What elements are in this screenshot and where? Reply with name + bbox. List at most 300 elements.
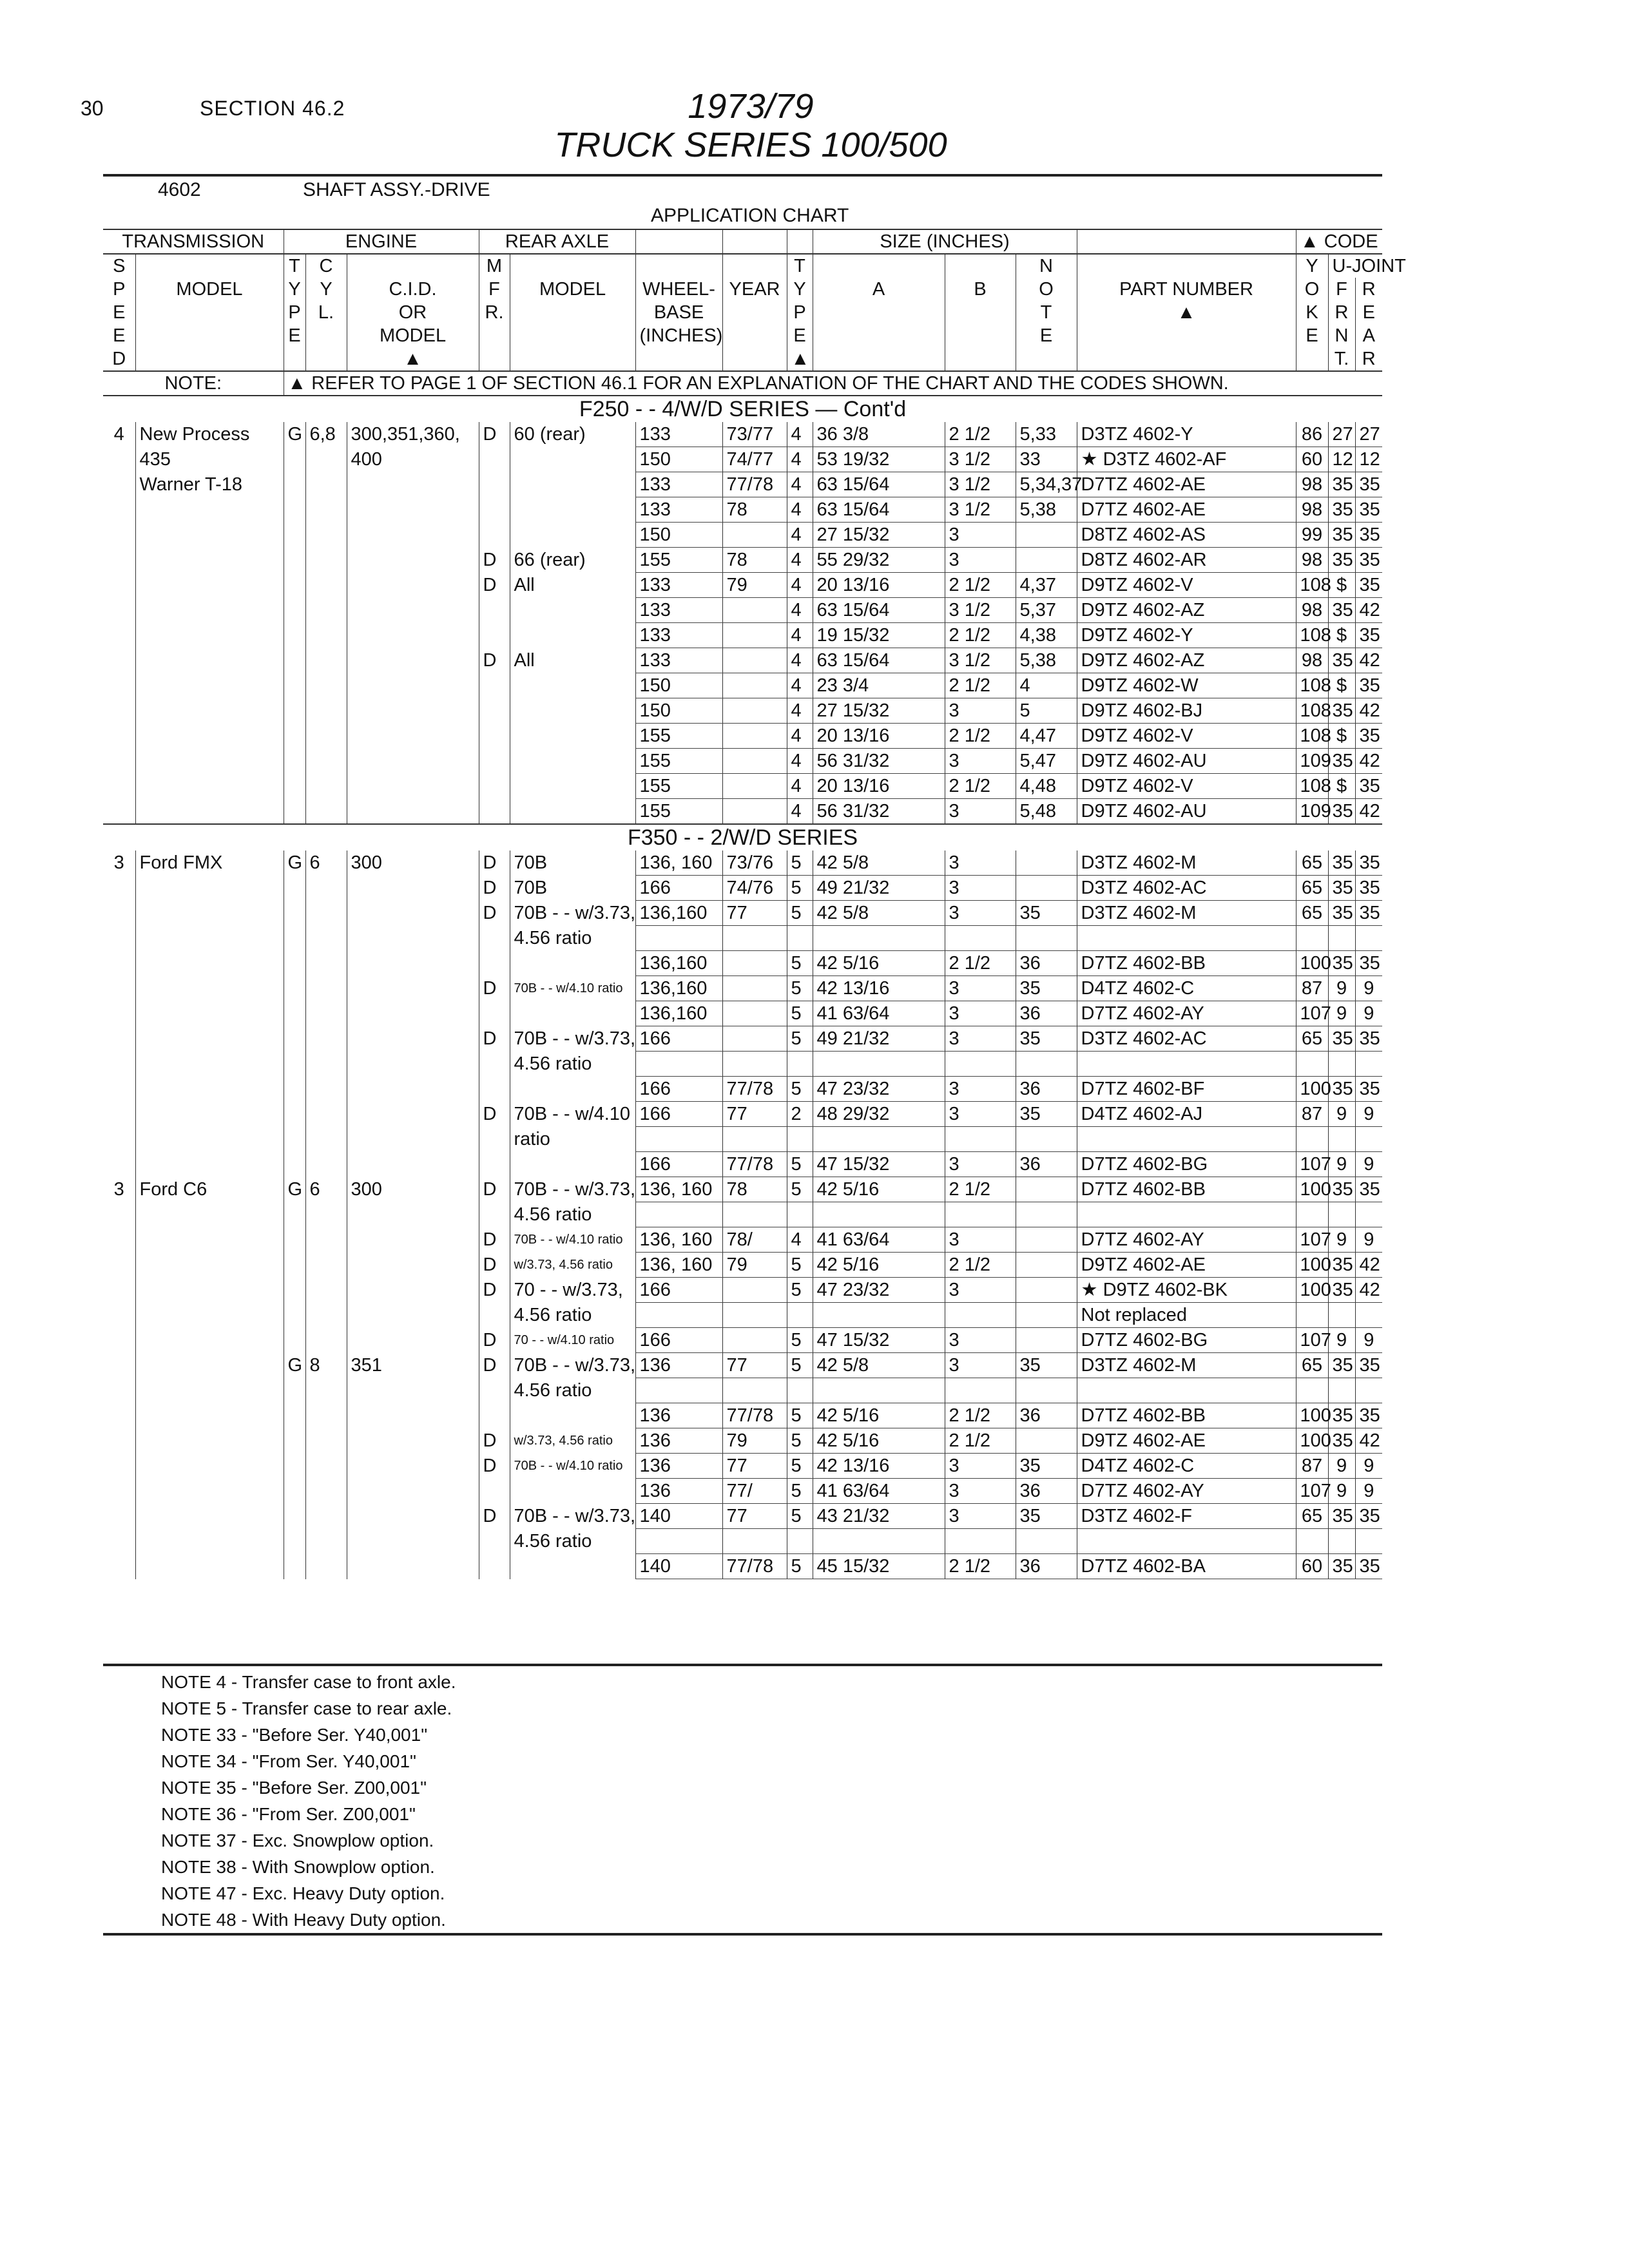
table-cell: Ford C6 [135,1177,284,1202]
table-cell: 2 1/2 [945,724,1016,749]
f250-rows [103,422,1382,824]
table-cell: 9 [1328,1479,1355,1504]
table-cell: 35 [1016,976,1077,1001]
table-cell: 5 [787,1026,813,1052]
table-cell: 70B - - w/4.10 ratio [510,1454,635,1479]
table-cell: 100 [1296,951,1328,976]
table-cell: D7TZ 4602-AY [1077,1001,1296,1026]
rear-letter: R [1355,347,1382,371]
table-cell: 77/78 [722,1554,787,1579]
table-cell: D9TZ 4602-AU [1077,749,1296,774]
table-cell: 35 [1355,1353,1382,1378]
table-cell [135,573,284,598]
table-cell: 140 [635,1554,722,1579]
table-cell [347,1428,479,1454]
table-cell [722,598,787,623]
table-cell [1016,1428,1077,1454]
table-cell: 9 [1328,1102,1355,1127]
table-cell [479,1403,510,1428]
table-cell: 42 [1355,1253,1382,1278]
table-cell [479,598,510,623]
table-cell [305,1378,347,1403]
table-cell: 3 1/2 [945,497,1016,523]
table-cell [284,698,305,724]
table-cell: 35 [1328,1554,1355,1579]
axle-model-header: MODEL [510,278,635,301]
type2-letter: E [787,324,813,347]
table-cell [510,799,635,825]
table-cell: 65 [1296,850,1328,876]
table-cell [284,1454,305,1479]
table-cell [347,774,479,799]
table-cell: D4TZ 4602-AJ [1077,1102,1296,1127]
table-cell [305,926,347,951]
table-cell [722,1127,787,1152]
table-cell: 4 [787,523,813,548]
table-cell: D [479,901,510,926]
table-cell: G [284,422,305,447]
table-cell: 35 [1328,523,1355,548]
table-cell: 63 15/64 [813,472,945,497]
table-cell [103,1403,135,1428]
table-cell [722,799,787,825]
table-cell [945,1202,1016,1227]
chart-title: APPLICATION CHART [651,205,849,226]
table-cell: 20 13/16 [813,774,945,799]
table-cell [305,1504,347,1529]
table-cell: 35 [1328,749,1355,774]
table-cell: 36 [1016,951,1077,976]
table-cell: 36 [1016,1152,1077,1177]
table-cell: 35 [1355,623,1382,648]
table-cell [103,598,135,623]
table-row [103,422,1382,447]
table-cell: ★ D9TZ 4602-BK [1077,1278,1296,1303]
table-cell: 4 [787,598,813,623]
table-cell [347,1328,479,1353]
table-cell [479,1001,510,1026]
table-cell [347,1052,479,1077]
table-cell: 5 [787,1353,813,1378]
table-cell [722,1278,787,1303]
table-cell [813,1052,945,1077]
table-cell: D [479,1026,510,1052]
table-cell: 136 [635,1353,722,1378]
table-cell: 65 [1296,1026,1328,1052]
table-cell: D9TZ 4602-V [1077,573,1296,598]
speed-letter: E [113,302,126,323]
table-cell [510,774,635,799]
table-cell [1296,926,1328,951]
table-cell: Ford FMX [135,850,284,876]
table-cell [510,497,635,523]
table-cell: 20 13/16 [813,573,945,598]
table-cell: 4 [787,724,813,749]
table-cell [479,472,510,497]
table-cell: Not replaced [1077,1303,1296,1328]
table-cell [1077,1052,1296,1077]
table-cell [347,1152,479,1177]
table-cell [103,1529,135,1554]
table-cell [103,673,135,698]
table-cell: 4 [787,573,813,598]
table-cell [510,1479,635,1504]
table-cell: 2 1/2 [945,673,1016,698]
table-cell: 9 [1328,1328,1355,1353]
table-cell: 35 [1328,1403,1355,1428]
table-cell: 166 [635,1026,722,1052]
table-cell: D7TZ 4602-BB [1077,1177,1296,1202]
table-cell: 35 [1328,1026,1355,1052]
table-cell: 4.56 ratio [510,1303,635,1328]
table-cell: 35 [1355,523,1382,548]
table-cell [103,724,135,749]
table-cell [103,1303,135,1328]
table-cell [1077,1202,1296,1227]
table-cell [945,1052,1016,1077]
table-cell [347,573,479,598]
table-cell: 3 [945,976,1016,1001]
table-cell [103,1026,135,1052]
table-cell [479,523,510,548]
table-cell [305,548,347,573]
table-cell: 35 [1016,1102,1077,1127]
table-cell: 9 [1328,1454,1355,1479]
table-cell: 36 [1016,1001,1077,1026]
table-cell: 77 [722,1504,787,1529]
front-letter: F [1328,278,1355,301]
table-cell: 43 21/32 [813,1504,945,1529]
table-row [103,1026,1382,1052]
table-cell [284,1428,305,1454]
table-cell: 5,48 [1016,799,1077,825]
table-cell: D9TZ 4602-W [1077,673,1296,698]
table-cell [347,1378,479,1403]
table-cell [305,1278,347,1303]
table-cell: 73/77 [722,422,787,447]
table-cell [135,1504,284,1529]
table-cell: 108 [1296,774,1328,799]
table-cell: 9 [1355,976,1382,1001]
table-cell [479,1378,510,1403]
table-cell [1016,1177,1077,1202]
table-cell: 35 [1328,698,1355,724]
table-cell [347,673,479,698]
table-cell: D [479,1454,510,1479]
table-cell: 108 [1296,724,1328,749]
table-cell: D7TZ 4602-BA [1077,1554,1296,1579]
table-cell: 150 [635,523,722,548]
table-cell: 3 [945,523,1016,548]
note-letter: O [1016,278,1077,301]
table-cell [305,698,347,724]
table-cell [284,951,305,976]
table-row [103,1152,1382,1177]
table-cell [479,1052,510,1077]
table-cell: 4 [787,447,813,472]
table-cell [103,1253,135,1278]
table-row [103,523,1382,548]
table-cell [1355,926,1382,951]
table-cell: 5,33 [1016,422,1077,447]
table-cell: 3 1/2 [945,648,1016,673]
table-cell [1296,1303,1328,1328]
table-row [103,1479,1382,1504]
table-cell [135,698,284,724]
table-cell: 35 [1355,951,1382,976]
table-cell: D [479,573,510,598]
table-cell [635,1052,722,1077]
table-cell: 65 [1296,1353,1328,1378]
table-cell [1296,1127,1328,1152]
table-cell: 35 [1355,1077,1382,1102]
table-cell: $ [1328,774,1355,799]
table-row [103,1001,1382,1026]
triangle-icon: ▲ [1077,301,1296,324]
table-cell: $ [1328,623,1355,648]
series-heading: F350 - - 2/W/D SERIES [103,824,1382,850]
table-cell: D3TZ 4602-M [1077,850,1296,876]
table-cell: 20 13/16 [813,724,945,749]
table-cell: D [479,548,510,573]
table-cell: 35 [1328,1253,1355,1278]
table-cell [1016,850,1077,876]
table-cell [1328,926,1355,951]
table-cell [103,799,135,825]
table-cell [945,926,1016,951]
table-cell [284,1152,305,1177]
table-cell: 5 [787,1479,813,1504]
table-cell [135,623,284,648]
footnotes [161,1669,456,1933]
table-cell: 136 [635,1403,722,1428]
table-cell: 35 [1016,1353,1077,1378]
table-cell: 5,47 [1016,749,1077,774]
table-cell [722,623,787,648]
table-cell [103,1052,135,1077]
footnote: NOTE 33 - "Before Ser. Y40,001" [161,1725,428,1745]
table-cell: 41 63/64 [813,1001,945,1026]
table-cell [347,951,479,976]
table-cell: 35 [1355,497,1382,523]
table-cell: G [284,850,305,876]
table-cell: 35 [1355,1026,1382,1052]
table-row [103,472,1382,497]
rear-letter: E [1355,301,1382,324]
table-cell [284,1403,305,1428]
triangle-icon: ▲ [347,347,479,371]
table-cell: 136,160 [635,951,722,976]
table-cell: 70B - - w/4.10 ratio [510,976,635,1001]
table-cell: 47 15/32 [813,1152,945,1177]
table-cell [479,926,510,951]
table-cell [103,1152,135,1177]
table-cell: 150 [635,698,722,724]
table-cell [347,1303,479,1328]
table-cell: D [479,1504,510,1529]
table-cell: 300,351,360, [347,422,479,447]
table-cell: 4 [787,648,813,673]
table-cell [135,901,284,926]
table-cell: 3 [945,876,1016,901]
table-cell: 77/78 [722,472,787,497]
type-letter: P [284,301,305,324]
table-cell: 42 5/8 [813,901,945,926]
yoke-letter: K [1296,301,1328,324]
table-cell: 8 [305,1353,347,1378]
table-cell: 5 [787,876,813,901]
transmission-header: TRANSMISSION [103,229,284,254]
table-cell: D [479,1102,510,1127]
table-cell: 42 5/8 [813,1353,945,1378]
table-cell [284,1328,305,1353]
table-cell [347,497,479,523]
table-cell: D3TZ 4602-AC [1077,1026,1296,1052]
table-cell [479,497,510,523]
table-cell: 6 [305,1177,347,1202]
table-cell: 2 1/2 [945,573,1016,598]
table-cell: 79 [722,1253,787,1278]
table-cell [305,1454,347,1479]
table-cell [284,648,305,673]
table-cell [135,1253,284,1278]
table-cell: 33 [1016,447,1077,472]
bottom-table-rule [103,1664,1382,1666]
table-cell [135,1102,284,1127]
table-cell [813,926,945,951]
table-cell: 98 [1296,472,1328,497]
table-cell [1016,926,1077,951]
table-cell: 65 [1296,901,1328,926]
table-cell: 36 [1016,1403,1077,1428]
table-cell: 2 1/2 [945,1554,1016,1579]
table-cell: 100 [1296,1077,1328,1102]
table-cell [1355,1052,1382,1077]
table-row [103,901,1382,926]
table-cell [284,1001,305,1026]
table-cell: 400 [347,447,479,472]
table-cell: 5 [787,1152,813,1177]
table-cell: 155 [635,799,722,825]
table-cell: 42 5/16 [813,1428,945,1454]
table-cell: 3 [945,1227,1016,1253]
table-cell: $ [1328,573,1355,598]
table-cell: 4,47 [1016,724,1077,749]
table-cell: 70B - - w/3.73, [510,1177,635,1202]
table-cell [787,1052,813,1077]
table-cell [305,724,347,749]
table-cell [635,1303,722,1328]
table-cell [135,548,284,573]
table-cell: w/3.73, 4.56 ratio [510,1428,635,1454]
table-cell [305,472,347,497]
table-cell: 5 [787,850,813,876]
table-cell: 19 15/32 [813,623,945,648]
table-cell: 70 - - w/3.73, [510,1278,635,1303]
table-cell: 35 [1328,598,1355,623]
table-cell: 5 [787,1077,813,1102]
table-cell: 100 [1296,1253,1328,1278]
table-cell [510,673,635,698]
table-cell [103,573,135,598]
table-cell: 98 [1296,648,1328,673]
table-cell: 60 [1296,1554,1328,1579]
table-cell: 35 [1355,724,1382,749]
table-cell: 70B - - w/3.73, [510,1026,635,1052]
table-cell: 108 [1296,673,1328,698]
table-cell [347,976,479,1001]
table-cell: 35 [1355,673,1382,698]
table-cell: 35 [1355,1504,1382,1529]
table-cell: 3 [945,548,1016,573]
note-letter: E [1016,324,1077,347]
table-cell [135,1454,284,1479]
table-cell: 5 [787,901,813,926]
triangle-icon: ▲ [787,347,813,371]
page-title [548,87,954,164]
rear-letter: A [1355,324,1382,347]
table-cell: 300 [347,850,479,876]
table-cell [284,623,305,648]
table-cell: 35 [1016,901,1077,926]
table-cell: D7TZ 4602-BB [1077,951,1296,976]
table-cell [284,548,305,573]
table-cell: 35 [1355,774,1382,799]
table-cell [347,1227,479,1253]
type2-letter: T [787,254,813,278]
footnote: NOTE 4 - Transfer case to front axle. [161,1672,456,1692]
table-cell: 136, 160 [635,1253,722,1278]
table-cell: 136, 160 [635,1227,722,1253]
part-name: SHAFT ASSY.-DRIVE [303,179,490,200]
table-cell: 5 [787,1454,813,1479]
table-cell [305,1529,347,1554]
table-cell: 5,38 [1016,497,1077,523]
table-cell: 42 [1355,799,1382,825]
table-cell: 2 1/2 [945,1253,1016,1278]
table-cell [305,976,347,1001]
table-cell: 4 [787,749,813,774]
footnote: NOTE 34 - "From Ser. Y40,001" [161,1751,416,1771]
table-cell: 35 [1355,548,1382,573]
table-cell [305,523,347,548]
table-cell [284,926,305,951]
page-number: 30 [81,97,104,120]
table-cell: 98 [1296,497,1328,523]
table-cell: 133 [635,598,722,623]
table-cell: 47 23/32 [813,1077,945,1102]
table-cell [479,1127,510,1152]
front-letter: N [1328,324,1355,347]
table-cell [347,1278,479,1303]
table-cell: 4 [787,422,813,447]
table-cell: 77/78 [722,1152,787,1177]
table-cell [305,1102,347,1127]
table-cell: 4.56 ratio [510,1052,635,1077]
table-cell: w/3.73, 4.56 ratio [510,1253,635,1278]
table-row [103,1353,1382,1378]
wheelbase-header: BASE [635,301,722,324]
table-cell: 166 [635,1077,722,1102]
cyl-letter: C [305,254,347,278]
table-cell [103,774,135,799]
table-cell [305,623,347,648]
table-cell: 3 [945,749,1016,774]
table-row [103,1428,1382,1454]
table-cell: 73/76 [722,850,787,876]
table-cell [135,523,284,548]
table-cell [722,976,787,1001]
